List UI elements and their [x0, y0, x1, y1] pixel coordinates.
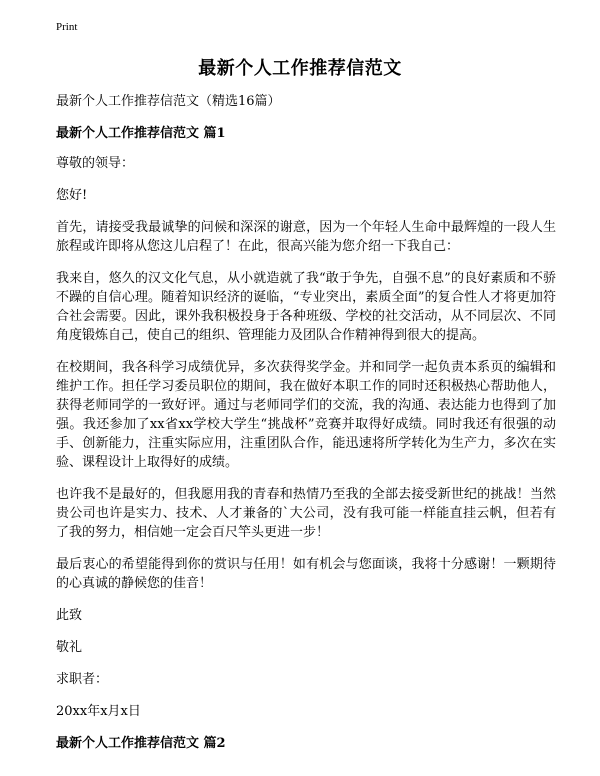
- paragraph-challenge: 也许我不是最好的，但我愿用我的青春和热情乃至我的全部去接受新世纪的挑战！当然贵公司也许是实力、技术、人才兼备的`大公司，没有我可能一样能直挂云帆，但若有了我的努力，相信她一定会百尺竿头更进一步！: [56, 487, 556, 540]
- document-subtitle: 最新个人工作推荐信范文（精选16篇）: [56, 94, 281, 109]
- print-button[interactable]: Print: [56, 21, 78, 33]
- paragraph-school: 在校期间，我各科学习成绩优异，多次获得奖学金。并和同学一起负责本系页的编辑和维护工作。担任学习委员职位的期间，我在做好本职工作的同时还积极热心帮助他人，获得老师同学的一致好评。通过与老师同学们的交流，我的沟通、表达能力也得到了加强。我还参加了xx省xx学校大学生“挑战杯”竞赛并取得好成绩。同时我还有很强的动手、创新能力，注重实际应用，注重团队合作，能迅速将所学转化为生产力，多次在实验、课程设计上取得好的成绩。: [56, 360, 556, 470]
- section-heading-1: 最新个人工作推荐信范文 篇1: [56, 126, 226, 141]
- paragraph-closing: 最后衷心的希望能得到你的赏识与任用！如有机会与您面谈，我将十分感谢！一颗期待的心真诚的静候您的佳音！: [56, 557, 556, 591]
- salutation: 尊敬的领导：: [56, 156, 135, 171]
- closing-regards: 此致: [56, 608, 83, 623]
- document-body: [56, 92, 556, 764]
- page-title: 最新个人工作推荐信范文: [198, 58, 402, 79]
- paragraph-background: 我来自，悠久的汉文化气息，从小就造就了我“敢于争先，自强不息”的良好素质和不骄不躁的自信心理。随着知识经济的诞临，“专业突出，素质全面”的复合性人才将更加符合社会需要。因此，课外我积极投身于各种班级、学校的社交活动，从不同层次、不同角度锻炼自己，使自己的组织、管理能力及团队合作精神得到很大的提高。: [56, 271, 556, 343]
- section-heading-2: 最新个人工作推荐信范文 篇2: [56, 736, 226, 751]
- signature-date: 20xx年x月x日: [56, 704, 141, 719]
- paragraph-intro: 首先，请接受我最诚挚的问候和深深的谢意，因为一个年轻人生命中最辉煌的一段人生旅程或许即将从您这儿启程了！在此，很高兴能为您介绍一下我自己：: [56, 220, 556, 254]
- greeting: 您好!: [56, 188, 88, 203]
- closing-salute: 敬礼: [56, 640, 83, 655]
- signer-label: 求职者：: [56, 672, 109, 687]
